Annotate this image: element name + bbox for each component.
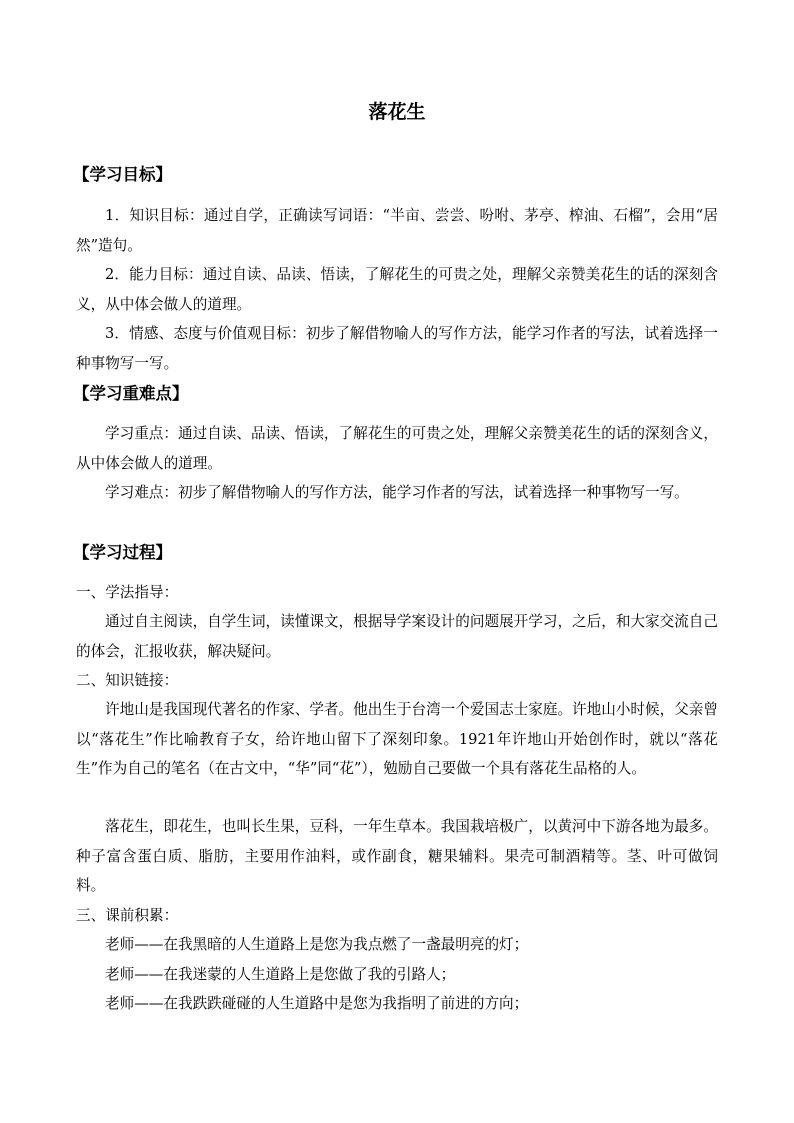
- subsection-label-method: 一、学法指导：: [76, 584, 179, 601]
- section-heading-key-points: 【学习重难点】: [73, 384, 189, 403]
- document-title: 落花生: [368, 101, 426, 123]
- goal-item-ability: 2．能力目标：通过自读、品读、悟读，了解花生的可贵之处，理解父亲赞美花生的话的深刻含义，从中体会做人的道理。: [76, 266, 718, 313]
- goal-item-knowledge: 1．知识目标：通过自学，正确读写词语：“半亩、尝尝、吩咐、茅亭、榨油、石榴”，会用“居然”造句。: [76, 207, 718, 254]
- section-heading-goals: 【学习目标】: [73, 165, 172, 184]
- accumulation-line: 老师——在我跌跌碰碰的人生道路中是您为我指明了前进的方向；: [105, 995, 529, 1012]
- goal-item-emotion: 3．情感、态度与价值观目标：初步了解借物喻人的写作方法，能学习作者的写法，试着选择一种事物写一写。: [76, 325, 718, 372]
- key-point-difficulty: 学习难点：初步了解借物喻人的写作方法，能学习作者的写法，试着选择一种事物写一写。: [105, 484, 689, 501]
- accumulation-line: 老师——在我迷蒙的人生道路上是您做了我的引路人；: [105, 966, 456, 983]
- section-heading-process: 【学习过程】: [73, 543, 172, 562]
- accumulation-line: 老师——在我黑暗的人生道路上是您为我点燃了一盏最明亮的灯；: [105, 936, 529, 953]
- method-paragraph: 通过自主阅读，自学生词，读懂课文，根据导学案设计的问题展开学习，之后，和大家交流自己的体会，汇报收获，解决疑问。: [76, 613, 718, 660]
- knowledge-paragraph-author: 许地山是我国现代著名的作家、学者。他出生于台湾一个爱国志士家庭。许地山小时候，父亲曾以“落花生”作比喻教育子女，给许地山留下了深刻印象。1921年许地山开始创作时，就以“落花生”作为自己的笔名（在古文中，“华”同“花”），勉励自己要做一个具有落花生品格的人。: [76, 701, 718, 777]
- subsection-label-knowledge: 二、知识链接：: [76, 672, 179, 689]
- key-point-focus: 学习重点：通过自读、品读、悟读，了解花生的可贵之处，理解父亲赞美花生的话的深刻含义，从中体会做人的道理。: [76, 425, 718, 472]
- knowledge-paragraph-peanut: 落花生，即花生，也叫长生果，豆科，一年生草本。我国栽培极广，以黄河中下游各地为最多。种子富含蛋白质、脂肪，主要用作油料，或作副食，糖果辅料。果壳可制酒精等。茎、叶可做饲料。: [76, 818, 718, 894]
- subsection-label-accumulation: 三、课前积累：: [76, 907, 179, 924]
